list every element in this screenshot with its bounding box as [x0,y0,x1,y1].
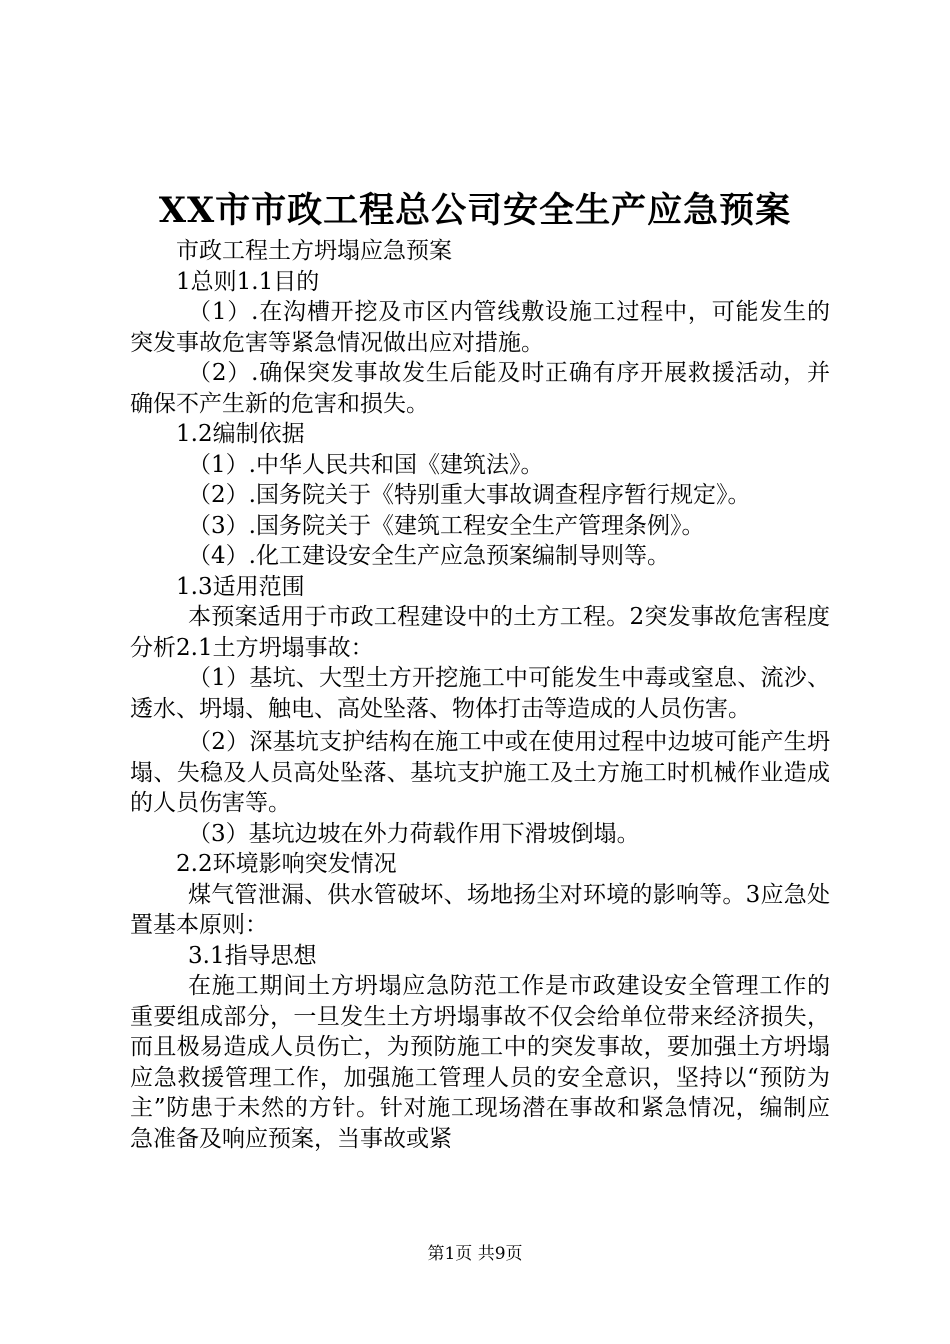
heading-guiding-ideology: 3.1指导思想 [188,942,317,969]
heading-environment: 2.2环境影响突发情况 [176,851,397,877]
document-body [130,236,830,1154]
heading-general-purpose: 1总则1.1目的 [176,268,320,295]
paragraph-basis-3: （3）.国务院关于《建筑工程安全生产管理条例》。 [188,512,705,539]
paragraph-purpose-2: （2）.确保突发事故发生后能及时正确有序开展救援活动，并确保不产生新的危害和损失。 [130,360,830,417]
paragraph-purpose-1: （1）.在沟槽开挖及市区内管线敷设施工过程中，可能发生的突发事故危害等紧急情况做出应对措施。 [130,299,830,356]
page-number-footer: 第1页 共9页 [427,1244,523,1264]
heading-basis: 1.2编制依据 [176,421,305,447]
paragraph-environment: 煤气管泄漏、供水管破坏、场地扬尘对环境的影响等。3应急处置基本原则： [130,881,830,938]
paragraph-collapse-3: （3）基坑边坡在外力荷载作用下滑坡倒塌。 [188,820,640,847]
paragraph-collapse-1: （1）基坑、大型土方开挖施工中可能发生中毒或窒息、流沙、透水、坍塌、触电、高处坠落、物体打击等造成的人员伤害。 [130,665,830,722]
paragraph-basis-1: （1）.中华人民共和国《建筑法》。 [188,451,544,478]
heading-scope: 1.3适用范围 [176,573,305,600]
paragraph-scope: 本预案适用于市政工程建设中的土方工程。2突发事故危害程度分析2.1土方坍塌事故： [130,604,830,661]
paragraph-guiding-ideology: 在施工期间土方坍塌应急防范工作是市政建设安全管理工作的重要组成部分，一旦发生土方坍塌事故不仅会给单位带来经济损失，而且极易造成人员伤亡，为预防施工中的突发事故，要加强土方坍塌应急救援管理工作，加强施工管理人员的安全意识，坚持以“预防为主”防患于未然的方针。针对施工现场潜在事故和紧急情况，编制应急准备及响应预案，当事故或紧 [130,973,830,1152]
document-title: XX市市政工程总公司安全生产应急预案 [158,190,792,231]
paragraph-basis-4: （4）.化工建设安全生产应急预案编制导则等。 [188,543,670,569]
paragraph-collapse-2: （2）深基坑支护结构在施工中或在使用过程中边坡可能产生坍塌、失稳及人员高处坠落、基坑支护施工及土方施工时机械作业造成的人员伤害等。 [130,729,830,816]
paragraph-basis-2: （2）.国务院关于《特别重大事故调查程序暂行规定》。 [188,482,751,508]
paragraph-subtitle: 市政工程土方坍塌应急预案 [176,238,452,264]
